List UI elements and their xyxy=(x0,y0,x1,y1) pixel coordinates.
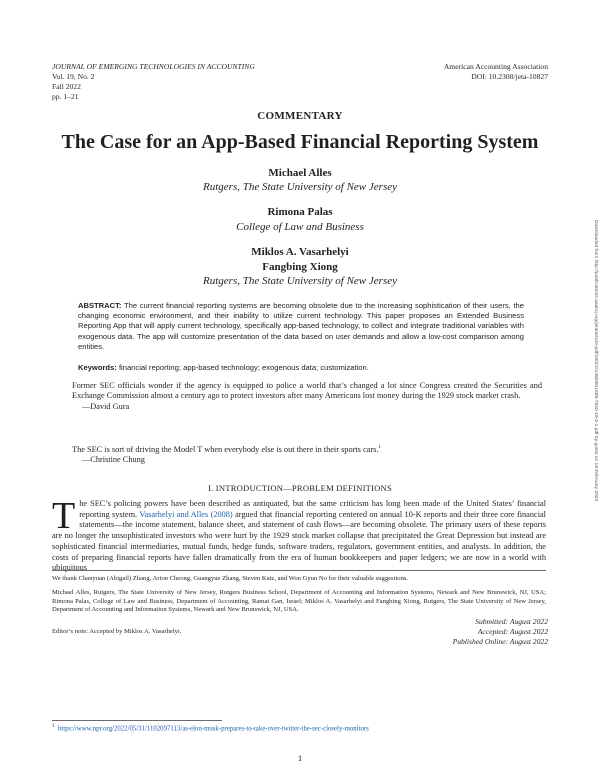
abstract xyxy=(78,301,524,352)
publisher: American Accounting Association xyxy=(443,62,548,71)
download-watermark-region xyxy=(590,220,600,560)
epigraph-quote: Former SEC officials wonder if the agency is equipped to police a world that’s changed a lot since Congress created the Securities and Exchange Commission almost a century ago to protect investors after many Americans lost money during the 1929 stock market crash. xyxy=(72,381,542,401)
journal-name: JOURNAL OF EMERGING TECHNOLOGIES IN ACCOUNTING xyxy=(52,62,255,71)
author-affiliation: Rutgers, The State University of New Jersey xyxy=(203,275,397,287)
editor-note: Editor’s note: Accepted by Miklos A. Vasarhelyi. xyxy=(52,628,182,635)
footnote-number: 1 xyxy=(52,724,55,729)
doi[interactable]: DOI: 10.2308/jeta-10827 xyxy=(471,72,548,81)
footnote-url[interactable]: https://www.npr.org/2022/05/31/1102097113/as-elon-musk-prepares-to-take-over-twitter-the-sec-closely-monitors xyxy=(57,725,369,733)
issue-season: Fall 2022 xyxy=(52,82,81,91)
paper-title: The Case for an App-Based Financial Reporting System xyxy=(61,131,539,153)
author-affiliation: College of Law and Business xyxy=(236,221,364,233)
section-label: COMMENTARY xyxy=(257,110,343,122)
running-header-right xyxy=(444,62,548,82)
publication-dates xyxy=(453,617,548,647)
keywords xyxy=(78,363,524,373)
epigraph xyxy=(72,381,542,412)
body-text-part: argued that financial reporting centered on annual 10-K reports and their three core financial statements—the income statement, balance sheet, and statement of cash flows—are becoming obsolete. The primary users of these reports are no longer the unsophisticated investors who were hurt by the 1929 stock market collapse that precipitated the Great Depression but instead are sophisticated financial intermediaries, mutual funds, hedge funds, software traders, regulators, government entities, and analysts. In addition, the costs of preparing financial reports have fallen dramatically from the era of human bookkeepers and paper ledgers; we are now in a world with ubiquitous xyxy=(52,509,546,573)
citation-link[interactable]: Vasarhelyi and Alles (2008) xyxy=(139,509,233,519)
drop-cap: T xyxy=(52,495,76,537)
footnote-divider xyxy=(52,570,546,571)
submitted-date: Submitted: August 2022 xyxy=(475,617,548,626)
author-name: Michael Alles xyxy=(268,167,332,179)
abstract-label: ABSTRACT: xyxy=(78,301,122,310)
author-name: Fangbing Xiong xyxy=(262,261,338,273)
page-range: pp. 1–21 xyxy=(52,92,79,101)
download-watermark: Downloaded from http://publications.aaahq.org/jeta/article-pdf/19/2/1/108296/1558-7940-19-2-1.pdf by guest on 18 February 2023 xyxy=(593,220,598,502)
acknowledgment-note: We thank Chanyuan (Abigail) Zhang, Arion Cheong, Guangyue Zhang, Steven Katz, and Won Gyun No for their valuable suggestions. xyxy=(52,575,409,582)
epigraph-attribution: —Christine Chung xyxy=(82,455,145,465)
author-name: Rimona Palas xyxy=(267,206,333,218)
affiliation-note: Michael Alles, Rutgers, The State University of New Jersey, Rutgers Business School, Department of Accounting and Information Systems, Newark and New Brunswick, NJ, USA; Rimona Palas, College of Law and Business, Department of Accounting, Ramat Gan, Israel; Miklos A. Vasarhelyi and Fangbing Xiong, Rutgers, The State University of New Jersey, Department of Accounting and Information Systems, Newark and New Brunswick, NJ, USA. xyxy=(52,589,546,614)
running-header-left xyxy=(52,62,255,102)
keywords-label: Keywords: xyxy=(78,363,117,372)
epigraph-attribution: —David Gura xyxy=(82,401,130,411)
keywords-text: financial reporting; app-based technology; exogenous data; customization. xyxy=(116,363,369,372)
body-paragraph xyxy=(52,495,546,574)
epigraph xyxy=(72,442,542,466)
url-footnote-divider xyxy=(52,720,222,721)
body-text-part: he SEC’s policing powers have been described as antiquated, but the same criticism has long been made of the United States’ financial reporting system. xyxy=(79,499,546,519)
page-number: 1 xyxy=(297,753,303,763)
volume-issue: Vol. 19, No. 2 xyxy=(52,72,95,81)
footnote-marker[interactable]: 1 xyxy=(378,444,382,450)
accepted-date: Accepted: August 2022 xyxy=(477,627,548,636)
abstract-text: The current financial reporting systems are becoming obsolete due to the increasing sophistication of their users, the changing economic environment, and their inability to utilize current technology. This paper proposes an Extended Business Reporting App that will apply current technology, specifically app-based technology, to collect and integrate traditional variables with exogenous data. The app will customize presentation of the data based on user demands and allow a low-cost comparison among entities. xyxy=(78,301,524,351)
published-date: Published Online: August 2022 xyxy=(452,637,548,646)
epigraph-quote: The SEC is sort of driving the Model T when everybody else is out there in their sports cars. xyxy=(72,444,379,454)
url-footnote xyxy=(52,724,369,732)
section-heading: I. INTRODUCTION—PROBLEM DEFINITIONS xyxy=(208,483,392,493)
author-name: Miklos A. Vasarhelyi xyxy=(251,246,349,258)
author-affiliation: Rutgers, The State University of New Jersey xyxy=(203,181,397,193)
